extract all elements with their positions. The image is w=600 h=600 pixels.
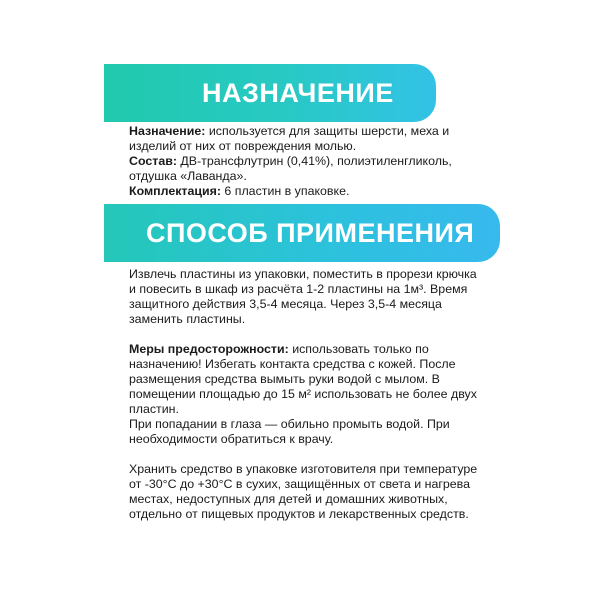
precautions-label: Меры предосторожности:	[129, 342, 289, 356]
eyes-paragraph: При попадании в глаза — обильно промыть водой. При необходимости обратиться к врачу.	[129, 417, 450, 446]
package-paragraph	[129, 184, 479, 199]
composition-text: ДВ-трансфлутрин (0,41%), полиэтиленгликоль, отдушка «Лаванда».	[129, 154, 452, 183]
purpose-text: используется для защиты шерсти, меха и изделий от них от повреждения молью.	[129, 124, 450, 153]
composition-label: Состав:	[129, 154, 177, 168]
storage-paragraph: Хранить средство в упаковке изготовителя при температуре от -30°C до +30°C в сухих, защищённых от света и нагрева местах, недоступных для детей и домашних животных, отдельно от пищевых продуктов и лекарственных средств.	[129, 462, 478, 521]
section-title-purpose: НАЗНАЧЕНИЕ	[202, 77, 394, 108]
usage-section-body	[129, 267, 479, 522]
section-banner-purpose	[104, 64, 436, 122]
package-label: Комплектация:	[129, 184, 221, 198]
section-banner-usage	[104, 204, 500, 262]
precautions-text: использовать только по назначению! Избегать контакта средства с кожей. После размещения средства вымыть руки водой с мылом. В помещении площадью до 15 м² использовать не более двух пластин.	[129, 342, 477, 416]
precautions-paragraph	[129, 342, 479, 417]
purpose-paragraph	[129, 124, 479, 154]
usage-paragraph: Извлечь пластины из упаковки, поместить в прорези крючка и повесить в шкаф из расчёта 1-2 пластины на 1м³. Время защитного действия 3,5-4 месяца. Через 3,5-4 месяца заменить пластины.	[129, 267, 477, 326]
composition-paragraph	[129, 154, 479, 184]
section-title-usage: СПОСОБ ПРИМЕНЕНИЯ	[146, 217, 475, 248]
purpose-section-body	[129, 124, 479, 199]
package-text: 6 пластин в упаковке.	[220, 184, 350, 198]
purpose-label: Назначение:	[129, 124, 206, 138]
